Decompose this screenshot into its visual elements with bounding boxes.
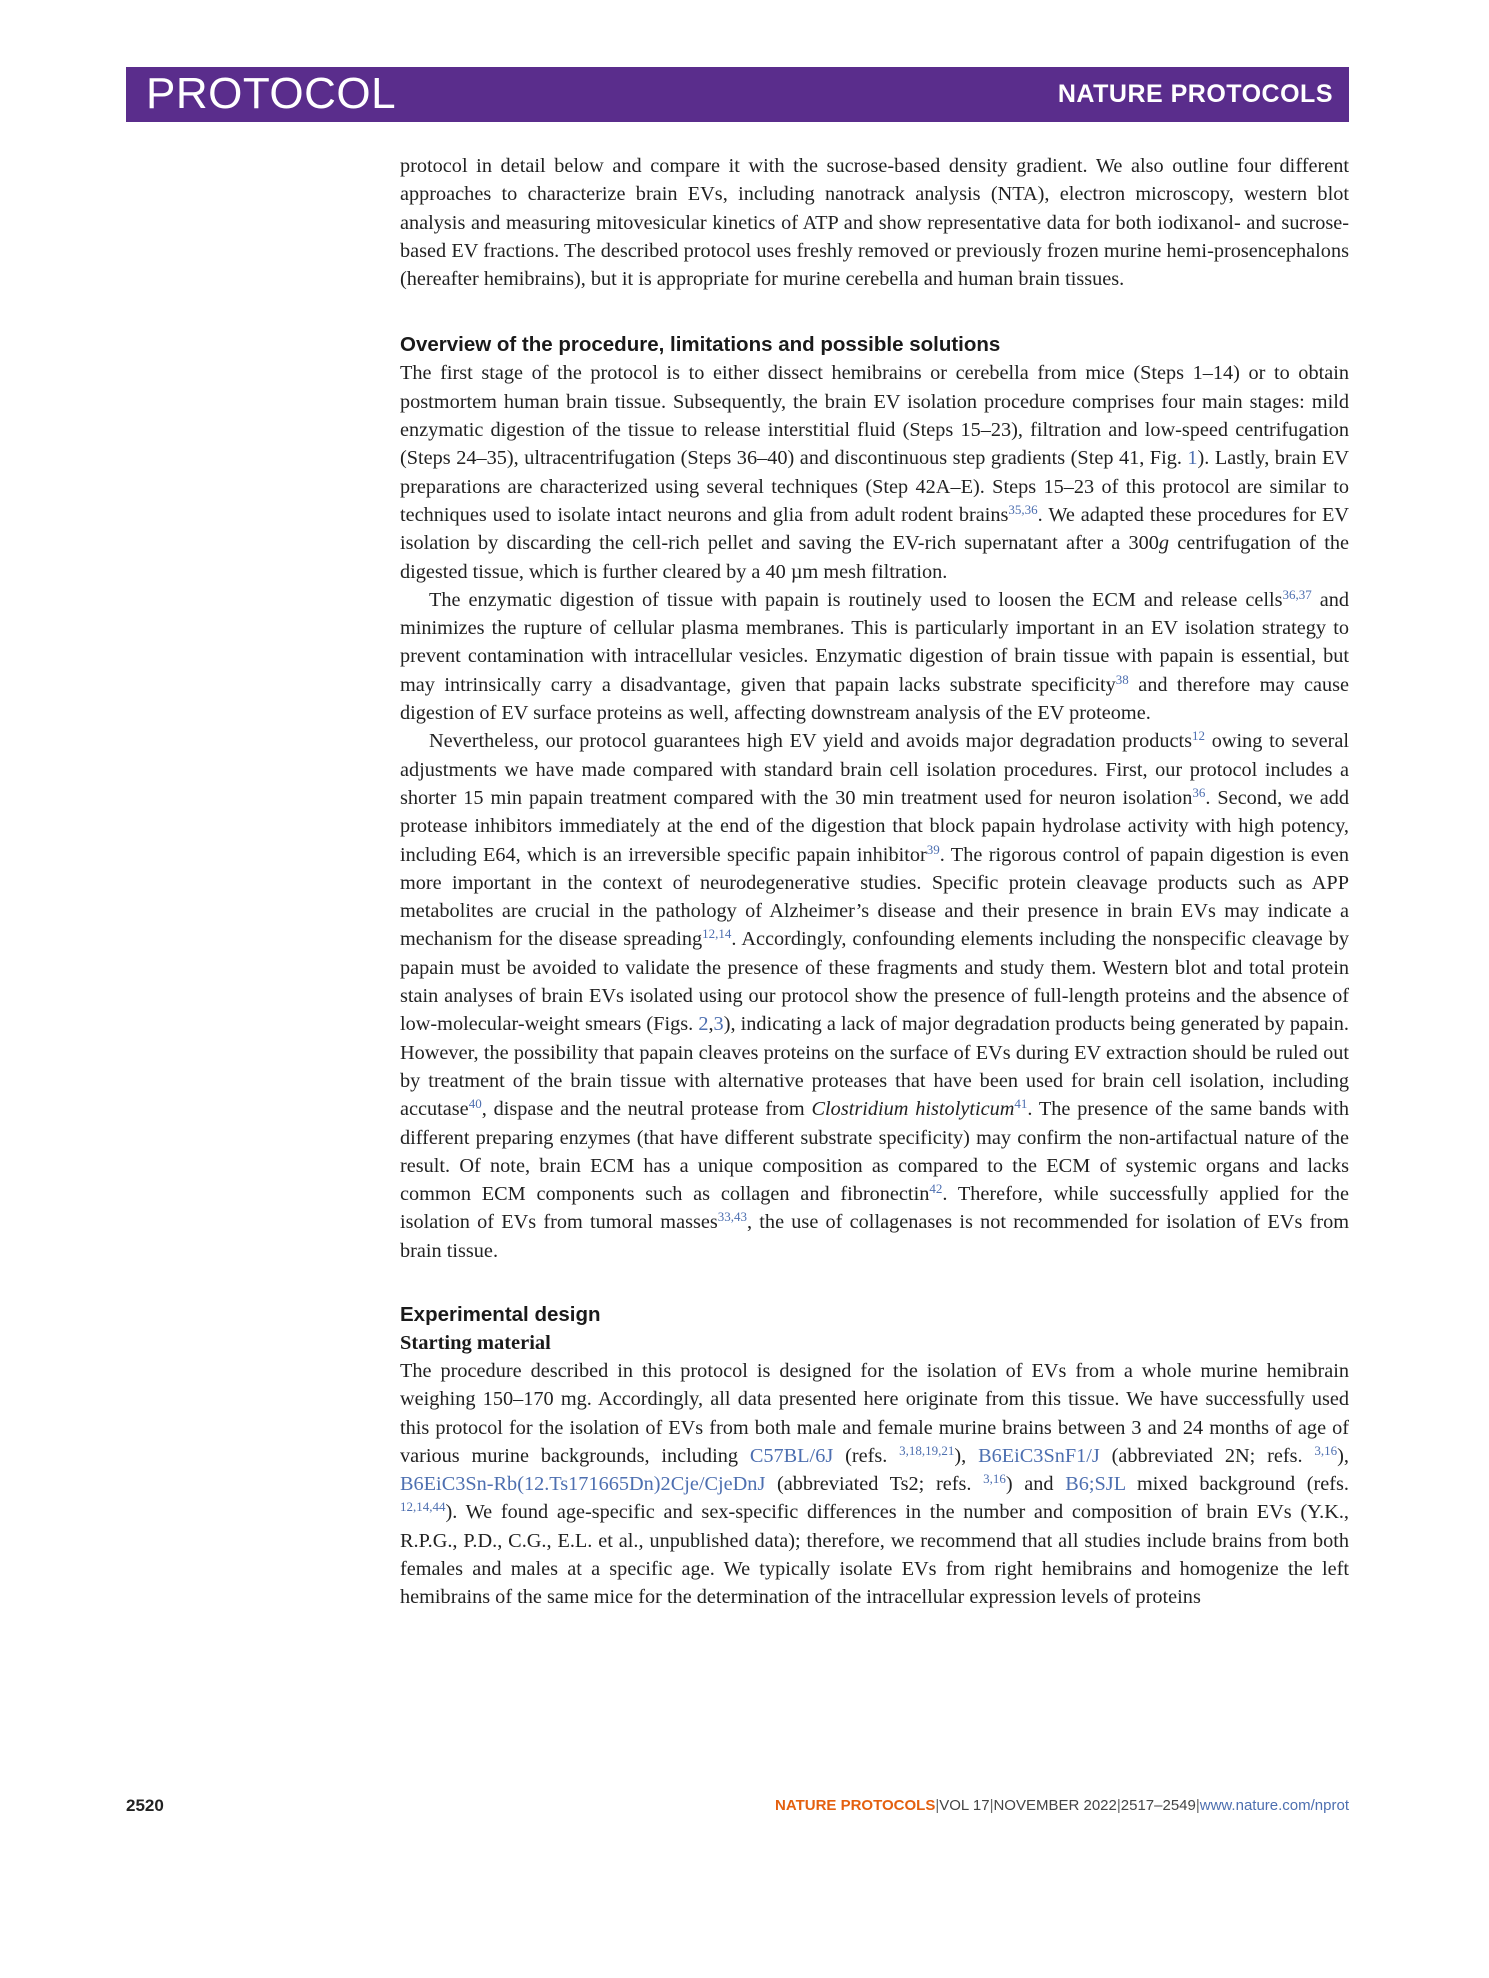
- page-number: 2520: [126, 1796, 164, 1815]
- citation[interactable]: 35,36: [1008, 501, 1038, 517]
- citation[interactable]: 40: [468, 1096, 482, 1112]
- figure-link[interactable]: 1: [1187, 447, 1198, 470]
- header-banner: [126, 67, 1349, 122]
- species-name: Clostridium histolyticum: [811, 1098, 1015, 1121]
- citation[interactable]: 41: [1014, 1096, 1028, 1112]
- journal-label: NATURE PROTOCOLS: [1057, 80, 1333, 108]
- design-heading: Experimental design: [400, 1302, 601, 1326]
- footer-pages: 2517–2549: [1120, 1797, 1196, 1814]
- citation[interactable]: 42: [929, 1181, 943, 1197]
- figure-link[interactable]: 3: [713, 1013, 724, 1036]
- overview-paragraph-1: The first stage of the protocol is to either dissect hemibrains or cerebella from mice (Steps 1–14) or to obtain postmortem human brain tissue. Subsequently, the brain EV isolation procedure comprises four main stages: mild enzymatic digestion of the tissue to release interstitial fluid (Steps 15–23), filtration and low-speed centrifugation (Steps 24–35), ultracentrifugation (Steps 36–40) and discontinuous step gradients (Step 41, Fig. 1). Lastly, brain EV preparations are characterized using several techniques (Step 42A–E). Steps 15–23 of this protocol are similar to techniques used to isolate intact neurons and glia from adult rodent brains$^{35,36}$. We adapted these procedures for EV isolation by discarding the cell-rich pellet and saving the EV-rich supernatant after a 300g centrifugation of the digested tissue, which is further cleared by a 40 µm mesh filtration.: [400, 362, 1350, 583]
- strain-link[interactable]: B6;SJL: [1065, 1473, 1126, 1496]
- footer-date: NOVEMBER 2022: [993, 1797, 1117, 1814]
- footer-url[interactable]: www.nature.com/nprot: [1199, 1797, 1349, 1814]
- citation[interactable]: 33,43: [717, 1209, 747, 1225]
- article-body: [400, 152, 1349, 1612]
- citation[interactable]: 12,14: [702, 926, 732, 942]
- citation[interactable]: 36,37: [1282, 586, 1312, 602]
- overview-heading: Overview of the procedure, limitations and possible solutions: [400, 333, 1001, 357]
- citation[interactable]: 36: [1192, 784, 1206, 800]
- figure-link[interactable]: 2: [698, 1013, 709, 1036]
- citation[interactable]: 38: [1115, 671, 1129, 687]
- overview-paragraph-3: Nevertheless, our protocol guarantees high EV yield and avoids major degradation products$^{12}$ owing to several adjustments we have made compared with standard brain cell isolation procedures. First, our protocol includes a shorter 15 min papain treatment compared with the 30 min treatment used for neuron isolation$^{36}$. Second, we add protease inhibitors immediately at the end of the digestion that block papain hydrolase activity with high potency, including E64, which is an irreversible specific papain inhibitor$^{39}$. The rigorous control of papain digestion is even more important in the context of neurodegenerative studies. Specific protein cleavage products such as APP metabolites are crucial in the pathology of Alzheimer’s disease and their presence in brain EVs may indicate a mechanism for the disease spreading$^{12,14}$. Accordingly, confounding elements including the nonspecific cleavage by papain must be avoided to validate the presence of these fragments and study them. Western blot and total protein stain analyses of brain EVs isolated using our protocol show the presence of full-length proteins and the absence of low-molecular-weight smears (Figs. 2,3), indicating a lack of major degradation products being generated by papain. However, the possibility that papain cleaves proteins on the surface of EVs during EV extraction should be ruled out by treatment of the brain tissue with alternative proteases that have been used for brain cell isolation, including accutase$^{40}$, dispase and the neutral protease from Clostridium histolyticum$^{41}$. The presence of the same bands with different preparing enzymes (that have different substrate specificity) may confirm the non-artifactual nature of the result. Of note, brain ECM has a unique composition as compared to the ECM of systemic organs and lacks common ECM components such as collagen and fibronectin$^{42}$. Therefore, while successfully applied for the isolation of EVs from tumoral masses$^{33,43}$, the use of collagenases is not recommended for isolation of EVs from brain tissue.: [400, 728, 1349, 1262]
- citation[interactable]: 12,14,44: [400, 1499, 446, 1515]
- citation[interactable]: 3,16: [1314, 1442, 1338, 1458]
- overview-paragraph-2: The enzymatic digestion of tissue with papain is routinely used to loosen the ECM and release cells$^{36,37}$ and minimizes the rupture of cellular plasma membranes. This is particularly important in an EV isolation strategy to prevent contamination with intracellular vesicles. Enzymatic digestion of brain tissue with papain is essential, but may intrinsically carry a disadvantage, given that papain lacks substrate specificity$^{38}$ and therefore may cause digestion of EV surface proteins as well, affecting downstream analysis of the EV proteome.: [400, 586, 1349, 725]
- intro-paragraph: protocol in detail below and compare it with the sucrose-based density gradient. We also outline four different approaches to characterize brain EVs, including nanotrack analysis (NTA), electron microscopy, western blot analysis and measuring mitovesicular kinetics of ATP and show representative data for both iodixanol- and sucrose-based EV fractions. The described protocol uses freshly removed or previously frozen murine hemi-prosencephalons (hereafter hemibrains), but it is appropriate for murine cerebella and human brain tissues.: [400, 155, 1349, 291]
- citation[interactable]: 39: [926, 841, 940, 857]
- section-label: PROTOCOL: [146, 69, 397, 118]
- footer-journal: NATURE PROTOCOLS: [775, 1797, 936, 1814]
- design-paragraph-1: The procedure described in this protocol is designed for the isolation of EVs from a whole murine hemibrain weighing 150–170 mg. Accordingly, all data presented here originate from this tissue. We have successfully used this protocol for the isolation of EVs from both male and female murine brains between 3 and 24 months of age of various murine backgrounds, including C57BL/6J (refs. $^{3,18,19,21}$), B6EiC3SnF1/J (abbreviated 2N; refs. $^{3,16}$), B6EiC3Sn-Rb(12.Ts171665Dn)2Cje/CjeDnJ (abbreviated Ts2; refs. $^{3,16}$) and B6;SJL mixed background (refs. $^{12,14,44}$). We found age-specific and sex-specific differences in the number and composition of brain EVs (Y.K., R.P.G., P.D., C.G., E.L. et al., unpublished data); therefore, we recommend that all studies include brains from both females and males at a specific age. We typically isolate EVs from right hemibrains and homogenize the left hemibrains of the same mice for the determination of the intracellular expression levels of proteins: [400, 1359, 1349, 1609]
- footer-volume: VOL 17: [939, 1797, 990, 1814]
- strain-link[interactable]: C57BL/6J: [749, 1444, 834, 1467]
- strain-link[interactable]: B6EiC3SnF1/J: [978, 1444, 1100, 1467]
- citation[interactable]: 3,16: [983, 1471, 1006, 1487]
- starting-material-subheading: Starting material: [400, 1331, 551, 1354]
- footer-citation: NATURE PROTOCOLS|VOL 17|NOVEMBER 2022|2517–2549|www.nature.com/nprot: [775, 1797, 1349, 1814]
- citation[interactable]: 3,18,19,21: [899, 1442, 955, 1458]
- strain-link[interactable]: B6EiC3Sn-Rb(12.Ts171665Dn)2Cje/CjeDnJ: [400, 1473, 766, 1496]
- citation[interactable]: 12: [1192, 728, 1206, 744]
